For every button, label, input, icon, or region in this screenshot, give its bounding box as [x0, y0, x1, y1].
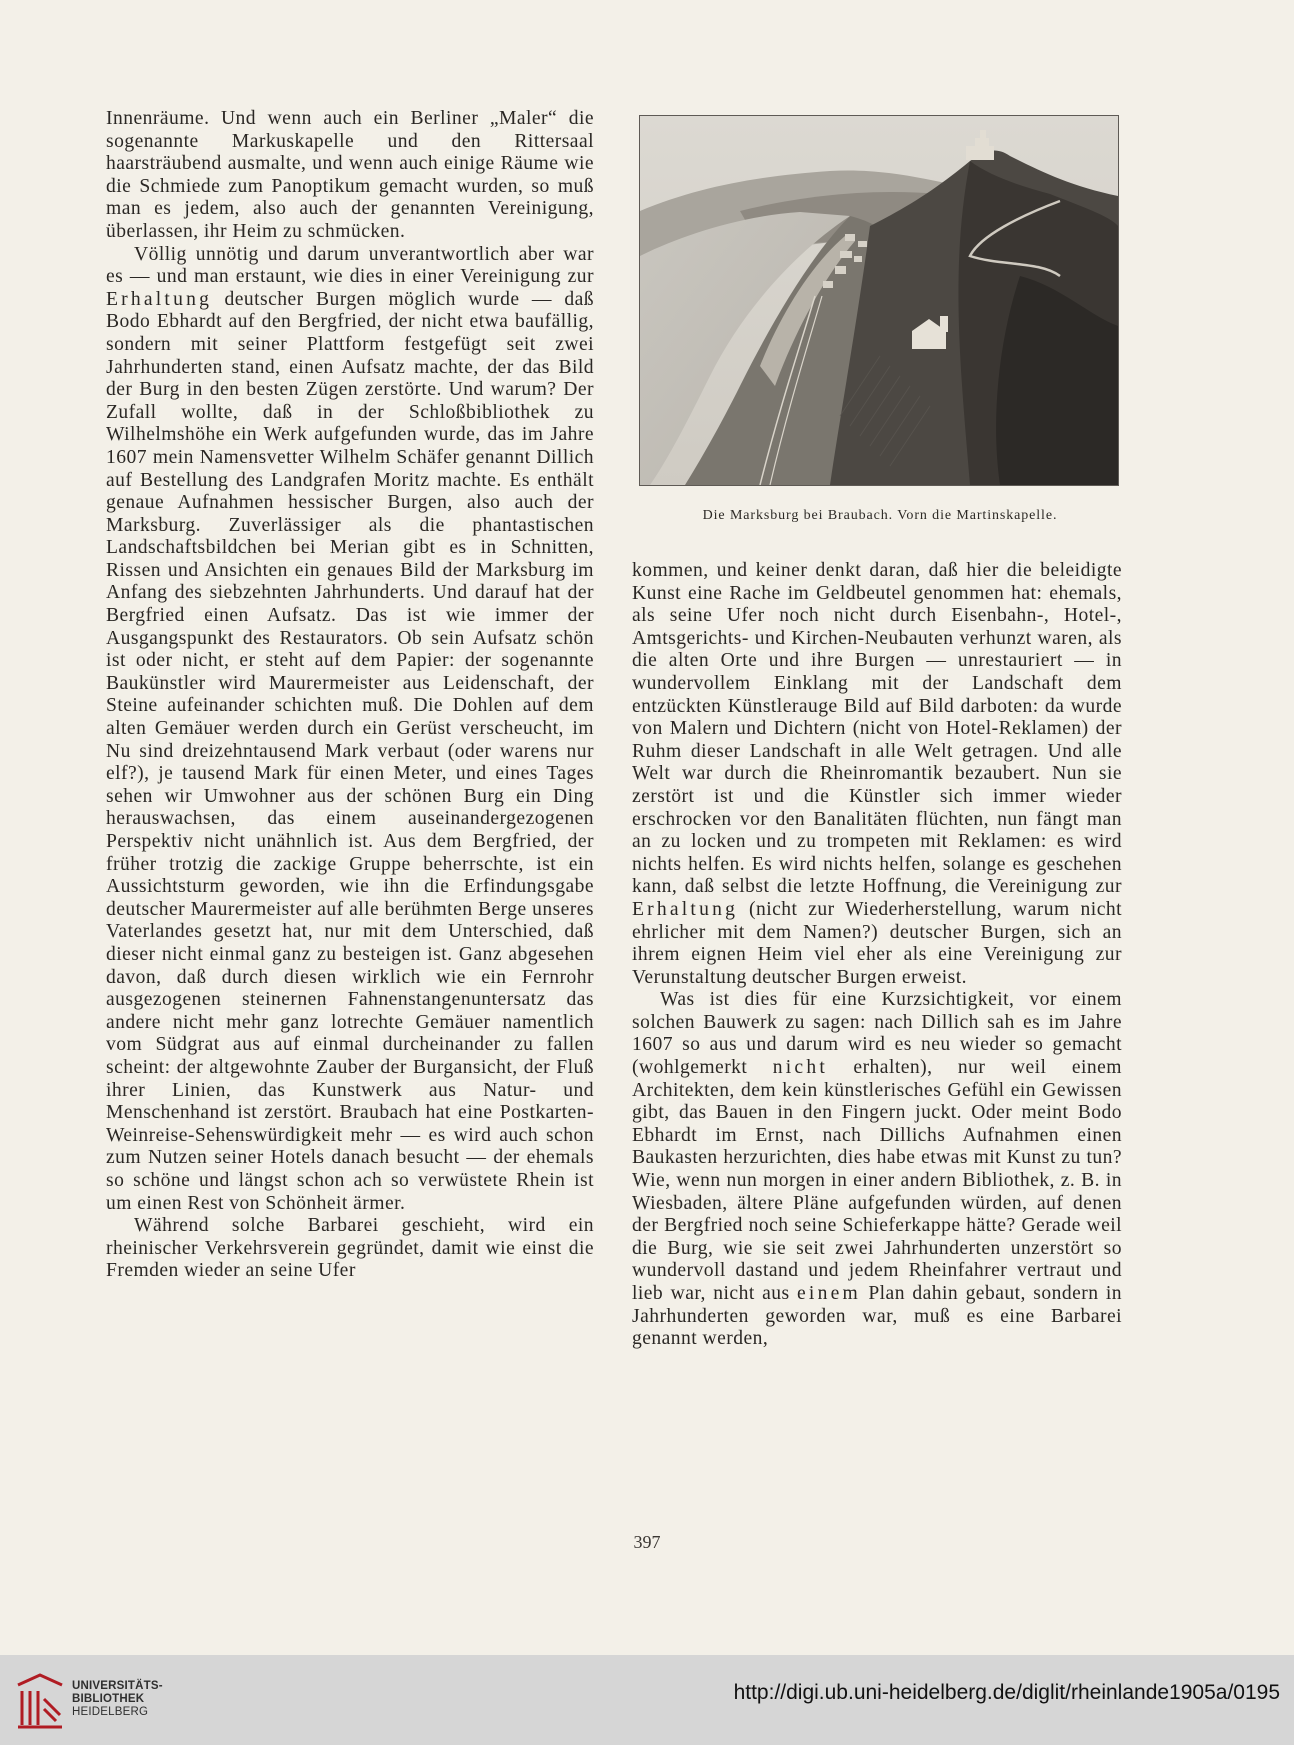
right-text-column	[632, 560, 1122, 1351]
spaced-emphasis: Erhaltung	[632, 898, 739, 920]
source-url-link[interactable]: http://digi.ub.uni-heidelberg.de/diglit/rheinlande1905a/0195	[733, 1681, 1280, 1704]
text-run: deutscher Burgen möglich wurde — daß Bodo Ebhardt auf den Bergfried, der nicht etwa baufällig, sondern mit seiner Plattform festgefügt seit zwei Jahrhunderten stand, einen Aufsatz machte, der das Bild der Burg in den besten Zügen zerstörte. Und warum? Der Zufall wollte, daß in der Schloßbibliothek zu Wilhelmshöhe ein Werk aufgefunden wurde, das im Jahre 1607 mein Namensvetter Wilhelm Schäfer genannt Dillich auf Bestellung des Landgrafen Moritz machte. Es enthält genaue Aufnahmen hessischer Burgen, also auch der Marksburg. Zuverlässiger als die phantastischen Landschaftsbildchen bei Merian gibt es in Schnitten, Rissen und Ansichten ein genaues Bild der Marksburg im Anfang des siebzehnten Jahrhunderts. Und darauf hat der Bergfried einen Aufsatz. Das ist wie immer der Ausgangspunkt des Restaurators. Ob sein Aufsatz schön ist oder nicht, er steht auf dem Papier: der sogenannte Baukünstler wird Maurermeister aus Leidenschaft, der Steine aufeinander schichten muß. Die Dohlen auf dem alten Gemäuer werden durch ein Gerüst verscheucht, im Nu sind dreizehntausend Mark verbaut (oder warens nur elf?), je tausend Mark für einen Meter, und eines Tages sehen wir Umwohner aus der schönen Burg ein Ding herauswachsen, das einem auseinandergezogenen Perspektiv nicht unähnlich ist. Aus dem Bergfried, der früher trotzig die zackige Gruppe beherrschte, ist ein Aussichtsturm geworden, wie ihn die Erfindungsgabe deutscher Maurermeister auf alle berühmten Berge unseres Vaterlandes gesetzt hat, nur mit dem Unterschied, daß dieser nicht einmal ganz zu besteigen ist. Ganz abgesehen davon, daß durch diesen wirklich wie ein Fernrohr ausgezogenen steinernen Fahnenstangenuntersatz das andere nicht mehr ganz lotrechte Gemäuer namentlich vom Südgrat aus auf einmal durcheinander zu fallen scheint: der altgewohnte Zauber der Burgansicht, der Fluß ihrer Linien, das Kunstwerk aus Natur- und Menschenhand ist zerstört. Braubach hat eine Postkarten-Weinreise-Sehenswürdigkeit mehr — es wird auch schon zum Nutzen seiner Hotels danach besucht — der ehemals so schöne und längst schon ach so verwüstete Rhein ist um einen Rest von Schönheit ärmer.	[106, 288, 594, 1214]
spaced-emphasis: einem	[797, 1283, 861, 1304]
library-footer	[0, 1655, 1294, 1745]
paragraph	[106, 244, 594, 1216]
text-run: Völlig unnötig und darum unverantwortlich aber war es — und man erstaunt, wie dies in einer Vereinigung zur	[106, 243, 594, 288]
paragraph: Innenräume. Und wenn auch ein Berliner „Maler“ die sogenannte Markuskapelle und den Rittersaal haarsträubend ausmalte, und wenn auch einige Räume wie die Schmiede zum Panoptikum gemacht wurden, so muß man es jedem, also auch der genannten Vereinigung, überlassen, ihr Heim zu schmücken.	[106, 108, 594, 242]
library-name-line: BIBLIOTHEK	[72, 1693, 145, 1705]
text-run: Plan dahin gebaut, sondern in Jahrhunderten geworden war, muß es eine Barbarei genannt werden,	[632, 1283, 1122, 1350]
paragraph	[632, 560, 1122, 989]
library-name-line: HEIDELBERG	[72, 1706, 149, 1718]
text-run: (nicht zur Wiederherstellung, warum nicht ehrlicher mit dem Namen?) deutscher Burgen, sich an ihrem eignen Heim viel eher als eine Vereinigung zur Verunstaltung deutscher Burgen erweist.	[632, 898, 1122, 988]
library-name-line: UNIVERSITÄTS-	[72, 1680, 163, 1692]
page-number: 397	[633, 1532, 661, 1552]
figure-caption: Die Marksburg bei Braubach. Vorn die Martinskapelle.	[702, 508, 1058, 523]
text-run: Was ist dies für eine Kurzsichtigkeit, vor einem solchen Bauwerk zu sagen: nach Dillich sah es im Jahre 1607 so aus und darum wird es neu wieder so gemacht (wohlgemerkt	[632, 989, 1122, 1079]
photo-marksburg	[639, 115, 1119, 486]
landscape-image	[640, 116, 1118, 485]
spaced-emphasis: Erhaltung	[106, 288, 213, 310]
library-logo-icon	[12, 1669, 68, 1731]
spaced-emphasis: nicht	[772, 1057, 828, 1079]
left-text-column	[106, 108, 594, 1283]
text-run: erhalten), nur weil einem Architekten, dem kein künstlerisches Gefühl ein Gewissen gibt, das Bauen in den Fingern juckt. Oder meint Bodo Ebhardt im Ernst, nach Dillichs Aufnahmen einen Baukasten herzurichten, dies habe etwas mit Kunst zu tun? Wie, wenn nun morgen in einer andern Bibliothek, z. B. in Wiesbaden, ältere Pläne aufgefunden würden, auf denen der Bergfried noch seine Schieferkappe hätte? Gerade weil die Burg, wie sie seit zwei Jahrhunderten unzerstört so wundervoll dastand und jedem Rheinfahrer vertraut und lieb war, nicht aus	[632, 1057, 1122, 1304]
paragraph: Während solche Barbarei geschieht, wird ein rheinischer Verkehrsverein gegründet, damit wie einst die Fremden wieder an seine Ufer	[106, 1215, 594, 1282]
paragraph	[632, 989, 1122, 1351]
library-name	[72, 1680, 163, 1719]
text-run: kommen, und keiner denkt daran, daß hier die beleidigte Kunst eine Rache im Geldbeutel genommen hat: ehemals, als seine Ufer noch nicht durch Eisenbahn-, Hotel-, Amtsgerichts- und Kirchen-Neubauten verhunzt waren, als die alten Orte und ihre Burgen — unrestauriert — in wundervollem Einklang mit der Landschaft dem entzückten Künstlerauge Bild auf Bild darboten: da wurde von Malern und Dichtern (nicht von Hotel-Reklamen) der Ruhm dieser Landschaft in alle Welt getragen. Und alle Welt war durch die Rheinromantik bezaubert. Nun sie zerstört ist und die Künstler sich immer wieder erschrocken vor den Banalitäten flüchten, nun fängt man an zu locken und zu trompeten mit Reklamen: es wird nichts helfen. Es wird nichts helfen, solange es geschehen kann, daß selbst die letzte Hoffnung, die Vereinigung zur	[632, 560, 1122, 898]
